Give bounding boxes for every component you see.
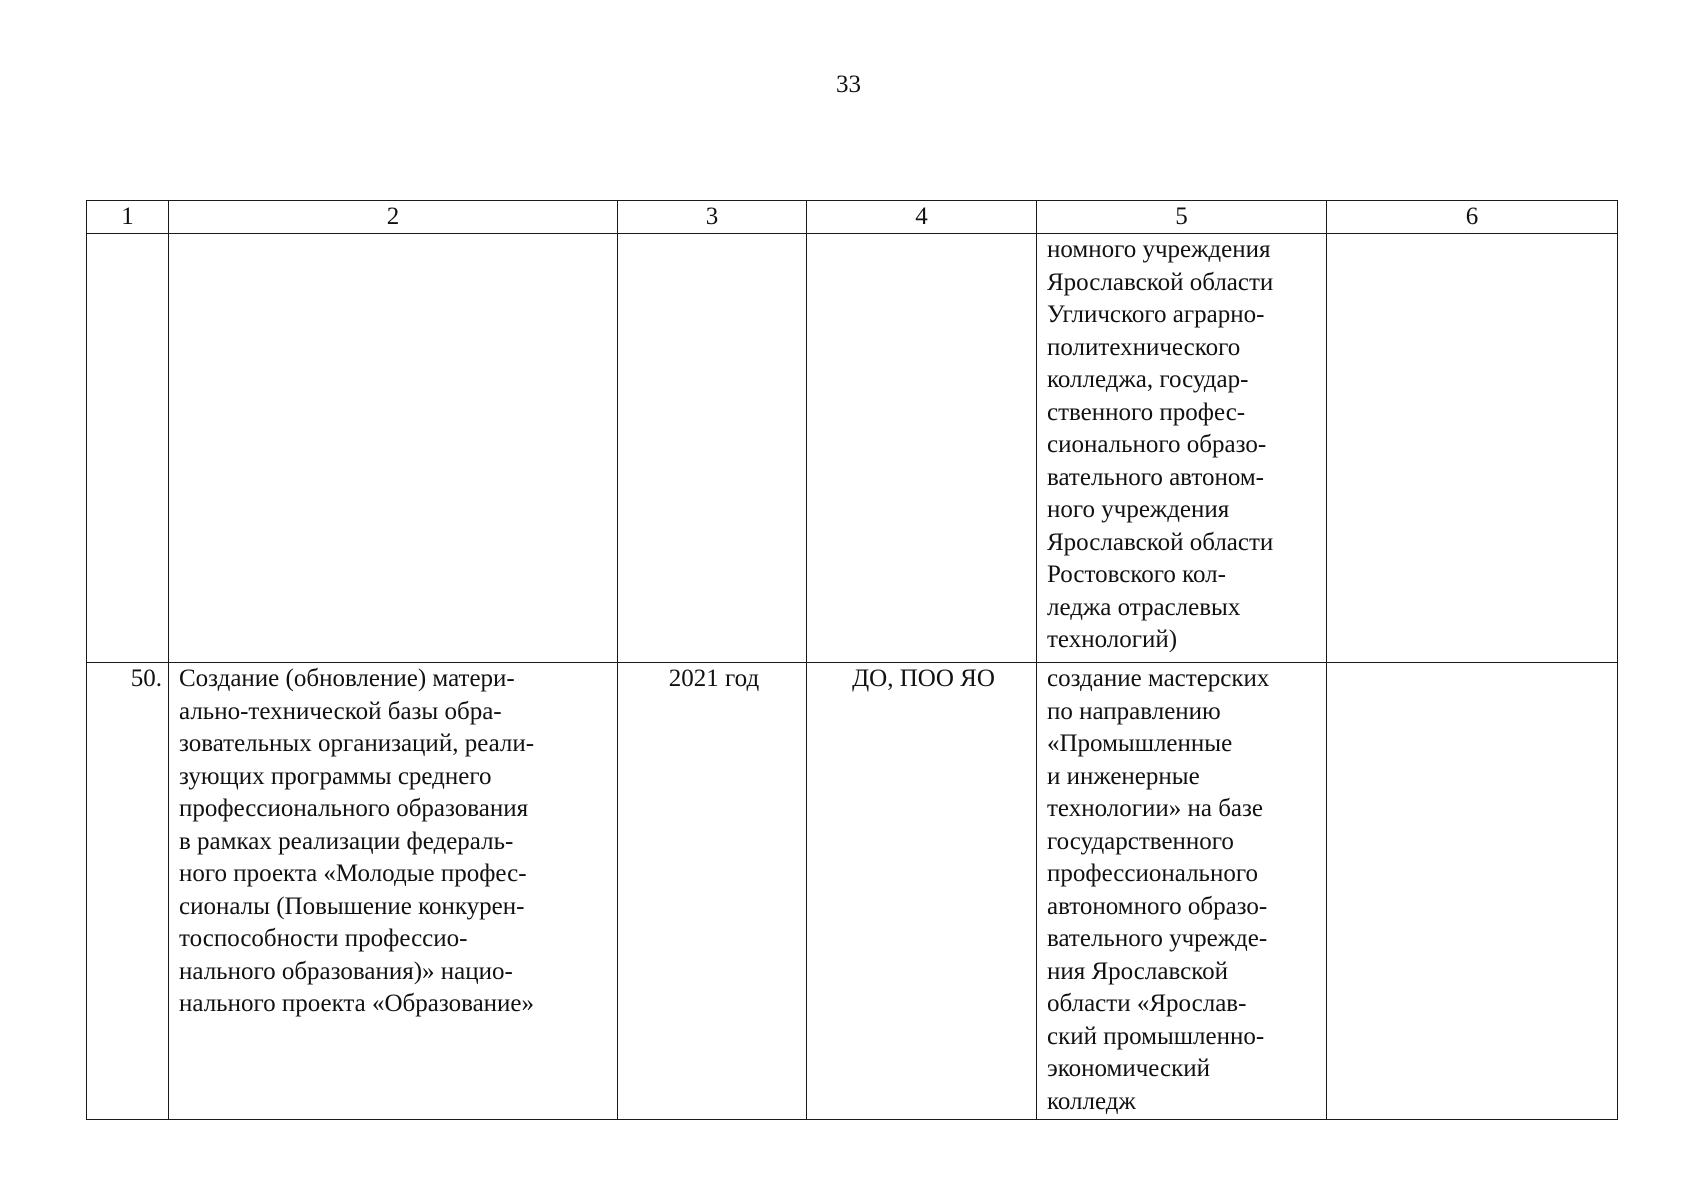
cell-text-line: вательного автоном- (1047, 463, 1265, 491)
cell-text-line: Ростовского кол- (1047, 561, 1226, 588)
cell-text-line: нального образования)» нацио- (179, 957, 513, 985)
row-number-cell (87, 234, 169, 663)
cell-text-line: профессионального (1047, 860, 1258, 887)
description-cell (169, 234, 618, 663)
cell-text-line: колледж (1047, 1087, 1136, 1115)
cell-text-line: сионалы (Повышение конкурен- (179, 892, 525, 920)
cell-text-line: колледжа, государ- (1047, 366, 1249, 393)
description-cell (169, 663, 618, 1120)
cell-text-line: номного учреждения (1047, 236, 1271, 263)
note-cell (1327, 663, 1618, 1120)
table-row (87, 234, 1618, 663)
table-row (87, 663, 1618, 1120)
table-header-row (87, 201, 1618, 234)
cell-text-line: области «Ярослав- (1047, 990, 1247, 1017)
cell-text-line: зующих программы среднего (179, 762, 492, 790)
cell-text-line: автономного образо- (1047, 892, 1268, 920)
cell-text-line: ский промышленно- (1047, 1022, 1265, 1050)
cell-text-line: тоспособности профессио- (179, 925, 468, 952)
row-number-cell: 50. (87, 663, 169, 1120)
column-header-3: 3 (618, 201, 807, 234)
column-header-1: 1 (87, 201, 169, 234)
cell-text-line: экономический (1047, 1055, 1211, 1082)
cell-text-line: ного учреждения (1047, 496, 1230, 523)
column-header-6: 6 (1327, 201, 1618, 234)
cell-text-line: Ярославской области (1047, 528, 1274, 556)
cell-text-line: сионального образо- (1047, 431, 1267, 458)
cell-text-line: ально-технической базы обра- (179, 697, 502, 725)
page-number: 33 (836, 71, 861, 98)
cell-text-line: ного проекта «Молодые профес- (179, 860, 527, 887)
cell-text-line: создание мастерских (1047, 665, 1270, 692)
cell-text-line: государственного (1047, 827, 1234, 855)
cell-text-line: политехнического (1047, 333, 1241, 361)
result-cell (1037, 234, 1327, 663)
executor-cell (807, 234, 1037, 663)
cell-text-line: технологий) (1047, 626, 1178, 653)
cell-text-line: Угличского аграрно- (1047, 301, 1265, 328)
cell-text-line: леджа отраслевых (1047, 593, 1241, 621)
cell-text-line: профессионального образования (179, 795, 529, 822)
cell-text-line: нального проекта «Образование» (179, 990, 535, 1017)
cell-text-line: Создание (обновление) матери- (179, 665, 515, 692)
cell-text-line: Ярославской области (1047, 268, 1274, 296)
executor-cell: ДО, ПОО ЯО (807, 663, 1037, 1120)
year-cell (618, 234, 807, 663)
cell-text-line: по направлению (1047, 697, 1221, 725)
document-table (86, 200, 1618, 1120)
year-cell: 2021 год (618, 663, 807, 1120)
cell-text-line: вательного учрежде- (1047, 925, 1268, 952)
result-cell (1037, 663, 1327, 1120)
column-header-5: 5 (1037, 201, 1327, 234)
cell-text-line: в рамках реализации федераль- (179, 827, 514, 855)
note-cell (1327, 234, 1618, 663)
cell-text-line: зовательных организаций, реали- (179, 730, 535, 757)
cell-text-line: технологии» на базе (1047, 795, 1263, 822)
cell-text-line: ния Ярославской (1047, 957, 1228, 985)
cell-text-line: ственного профес- (1047, 398, 1246, 426)
column-header-2: 2 (169, 201, 618, 234)
cell-text-line: «Промышленные (1047, 730, 1233, 757)
cell-text-line: и инженерные (1047, 762, 1200, 790)
column-header-4: 4 (807, 201, 1037, 234)
